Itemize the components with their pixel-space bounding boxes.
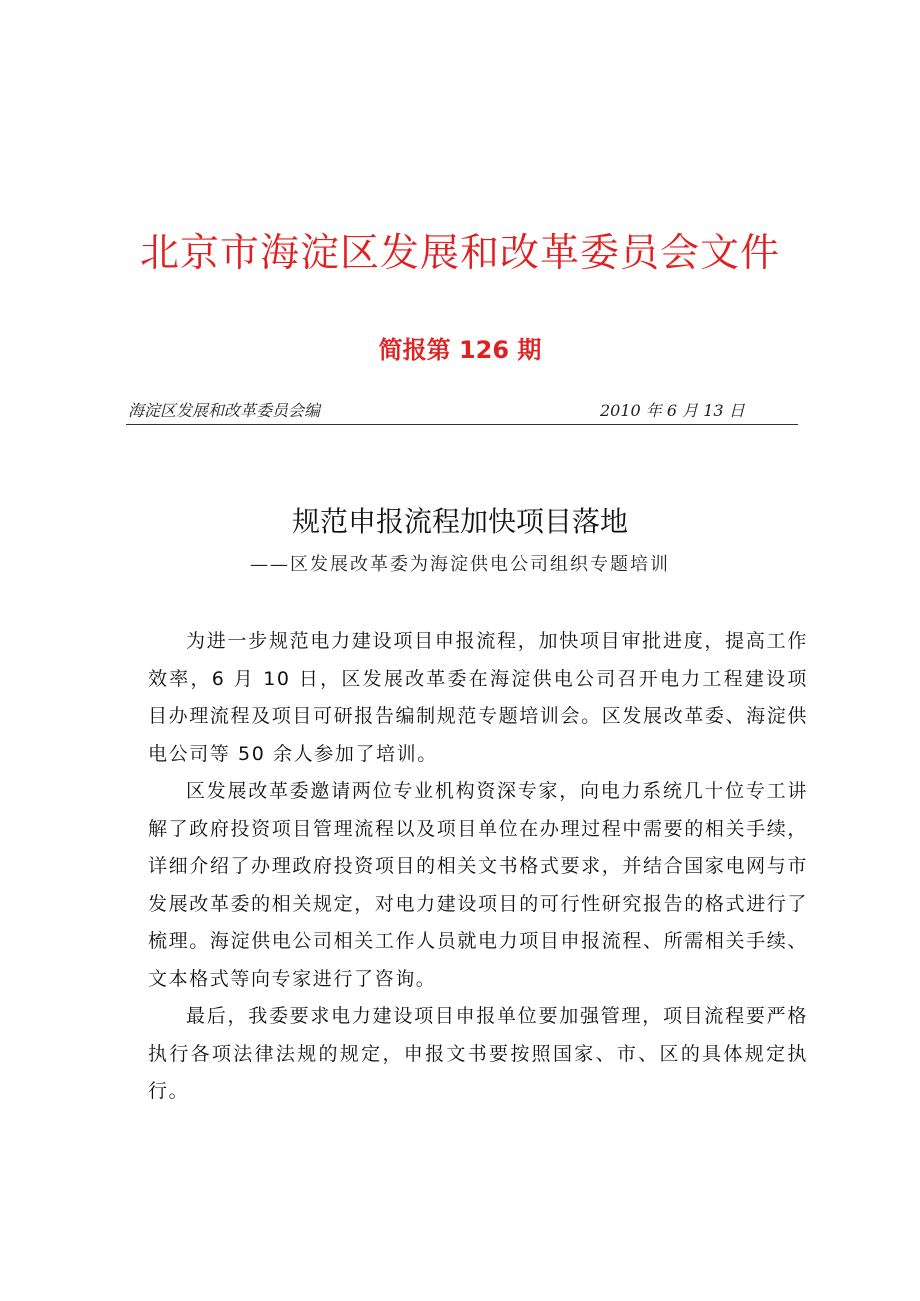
document-header-title: 北京市海淀区发展和改革委员会文件 <box>139 231 780 276</box>
issue-number: 简报第 126 期 <box>378 336 542 364</box>
issue-date: 2010 年 6 月 13 日 <box>600 401 745 420</box>
paragraph: 最后，我委要求电力建设项目申报单位要加强管理，项目流程要严格执行各项法律法规的规定，申报文书要按照国家、市、区的具体规定执行。 <box>148 1005 808 1102</box>
paragraph: 区发展改革委邀请两位专业机构资深专家，向电力系统几十位专工讲解了政府投资项目管理流程以及项目单位在办理过程中需要的相关手续，详细介绍了办理政府投资项目的相关文书格式要求，并结合国家电网与市发展改革委的相关规定，对电力建设项目的可行性研究报告的格式进行了梳理。海淀供电公司相关工作人员就电力项目申报流程、所需相关手续、文本格式等向专家进行了咨询。 <box>148 780 808 990</box>
article-subtitle: ——区发展改革委为海淀供电公司组织专题培训 <box>250 554 670 575</box>
document-meta-row <box>126 398 798 425</box>
editor-label: 海淀区发展和改革委员会编 <box>128 401 321 420</box>
article-body <box>148 623 808 1111</box>
article-title: 规范申报流程加快项目落地 <box>291 505 628 538</box>
paragraph: 为进一步规范电力建设项目申报流程，加快项目审批进度，提高工作效率，6 月 10 日，区发展改革委在海淀供电公司召开电力工程建设项目办理流程及项目可研报告编制规范专题培训会。区发展改革委、海淀供电公司等 50 余人参加了培训。 <box>148 630 808 765</box>
